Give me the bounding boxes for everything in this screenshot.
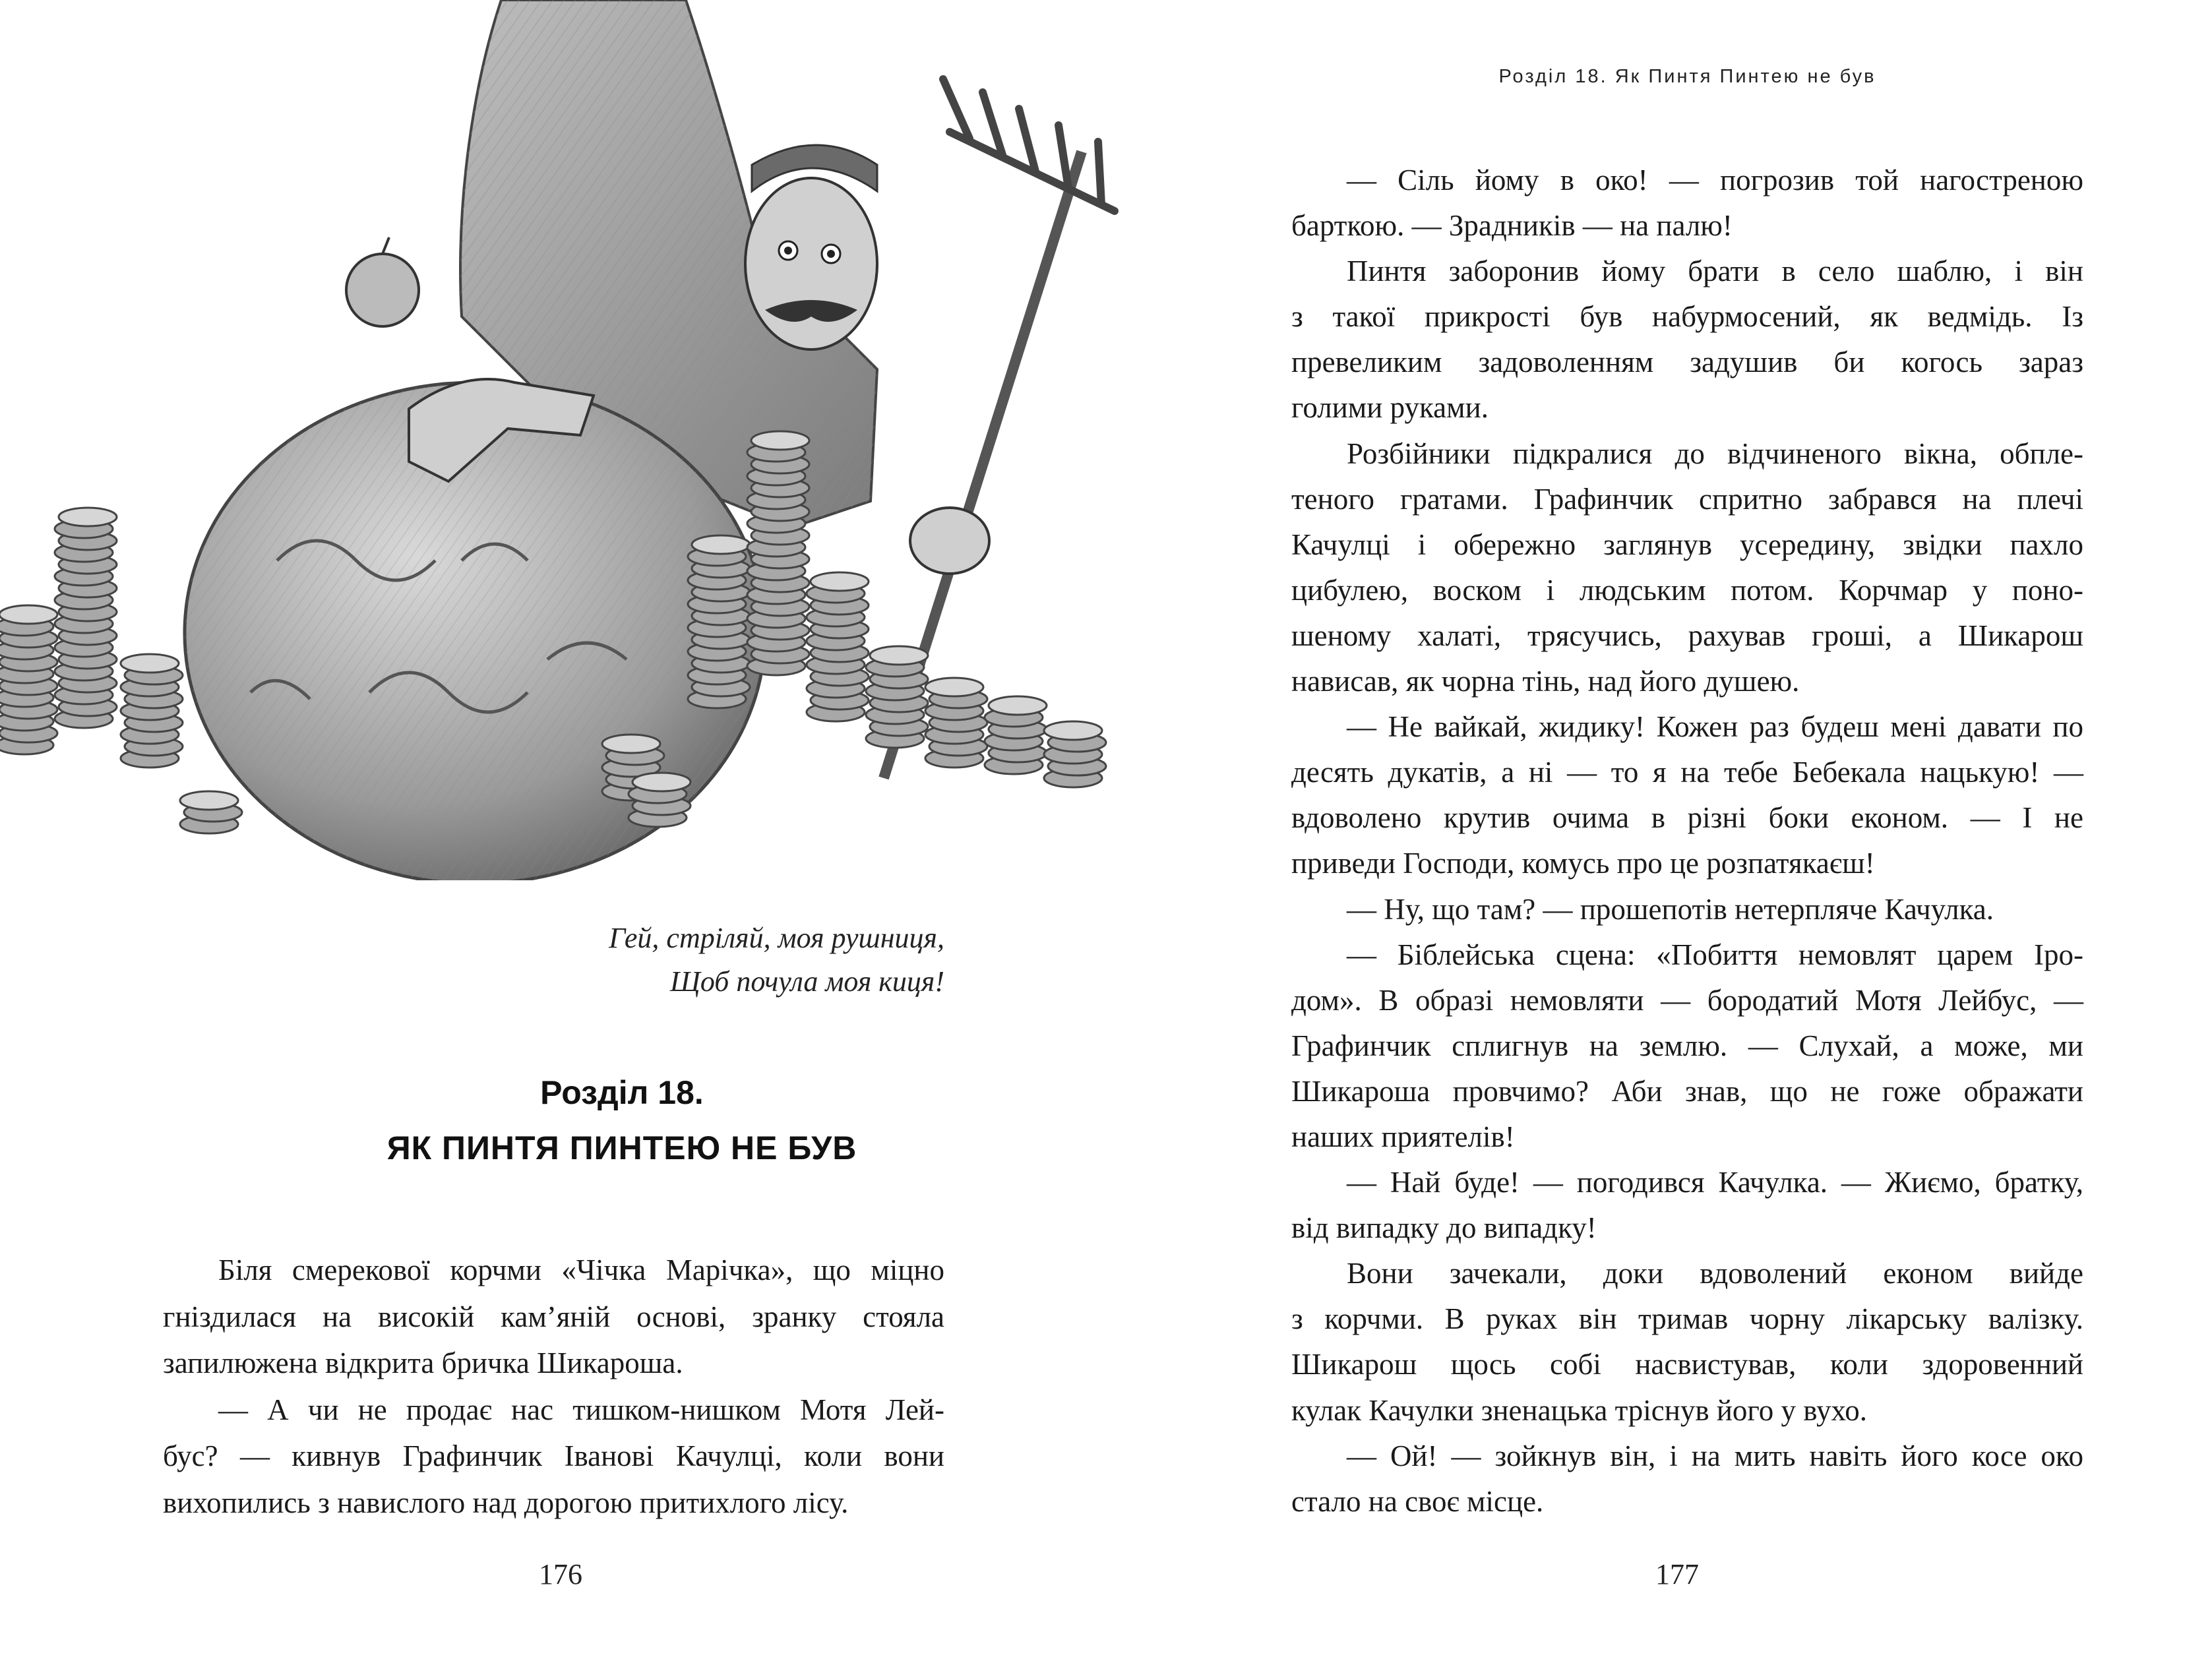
text-line: запилюжена відкрита бричка Шикароша. [163, 1346, 683, 1380]
text-line: Графинчик сплигнув на землю. — Слухай, а може, ми [1291, 1029, 2083, 1062]
text-line: нависав, як чорна тінь, над його душею. [1291, 665, 1800, 698]
coin [751, 431, 809, 450]
coin [989, 696, 1047, 715]
paragraph [1291, 1160, 2083, 1251]
coin-stack [747, 431, 809, 675]
chapter-heading [0, 1065, 1244, 1176]
paragraph [163, 1247, 944, 1387]
coin-stack [55, 508, 117, 728]
text-line: кулак Качулки зненацька тріснув його у вухо. [1291, 1393, 1868, 1427]
paragraph [1291, 932, 2083, 1160]
epigraph-line: Гей, стріляй, моя рушниця, [609, 922, 944, 954]
text-line: Розбійники підкралися до відчиненого вікна, обпле- [1347, 437, 2083, 470]
text-line: стало на своє місце. [1291, 1484, 1544, 1518]
text-line: барткою. — Зрадників — на палю! [1291, 209, 1733, 243]
text-line: бус? — кивнув Графинчик Іванові Качулці, коли вони [163, 1439, 944, 1473]
text-line: Пинтя заборонив йому брати в село шаблю, і він [1347, 255, 2083, 288]
coin [811, 572, 869, 591]
text-line: Качулці і обережно заглянув усередину, звідки пахло [1291, 528, 2083, 561]
text-line: — Ой! — зойкнув він, і на мить навіть його косе око [1347, 1439, 2083, 1472]
coin-stack [925, 678, 987, 768]
coin-stack [688, 535, 750, 708]
coin [0, 605, 57, 624]
paragraph [1291, 887, 2083, 932]
paragraph [1291, 158, 2083, 249]
text-line: гніздилася на високій кам’яній основі, зранку стояла [163, 1300, 944, 1333]
text-line: — Най буде! — погодився Качулка. — Жиємо, братку, [1347, 1166, 2083, 1199]
coin-stack [866, 646, 928, 748]
coin [925, 678, 983, 696]
coin [59, 508, 117, 526]
text-line: — Сіль йому в око! — погрозив той нагостреною [1347, 164, 2083, 196]
coin [121, 654, 179, 673]
paragraph [1291, 1433, 2083, 1524]
coin [180, 791, 238, 810]
coin-stack [807, 572, 869, 721]
page-number: 176 [539, 1558, 582, 1590]
coin-stack [0, 605, 57, 754]
text-line: десять дукатів, а ні — то я на тебе Бебекала нацькую! — [1291, 756, 2083, 789]
text-line: превеликим задоволенням задушив би когось зараз [1291, 346, 2083, 379]
text-line: — Не вайкай, жидику! Кожен раз будеш мені давати по [1347, 710, 2083, 744]
text-line: — А чи не продає нас тишком-нишком Мотя Лей- [218, 1393, 944, 1426]
right-body-text [1291, 158, 2083, 1524]
running-head: Розділ 18. Як Пинтя Пинтею не був [1498, 66, 1876, 87]
coin-stack [121, 654, 183, 768]
apple [346, 237, 419, 326]
text-line: наших приятелів! [1291, 1120, 1515, 1153]
text-line: з корчми. В руках він тримав чорну лікарську валізку. [1291, 1302, 2083, 1336]
text-line: від випадку до випадку! [1291, 1211, 1597, 1245]
text-line: Шикароша провчимо? Аби знав, що не гоже ображати [1291, 1074, 2083, 1108]
text-line: — Ну, що там? — прошепотів нетерпляче Качулка. [1347, 892, 1994, 926]
paragraph [1291, 249, 2083, 431]
paragraph [1291, 704, 2083, 886]
coin [1044, 721, 1102, 740]
coin [870, 646, 928, 665]
text-line: вихопились з навислого над дорогою притихлого лісу. [163, 1486, 849, 1519]
coin-stack [629, 773, 691, 827]
text-line: шеному халаті, трясучись, рахував гроші, а Шикарош [1291, 618, 2083, 652]
chapter-title: ЯК ПИНТЯ ПИНТЕЮ НЕ БУВ [386, 1130, 857, 1166]
paragraph [163, 1387, 944, 1526]
text-line: Біля смерекової корчми «Чічка Марічка», що міцно [218, 1253, 944, 1286]
text-line: дом». В образі немовляти — бородатий Мотя Лейбус, — [1291, 983, 2083, 1017]
epigraph [609, 917, 944, 1004]
text-line: вдоволено крутив очима в різні боки економ. — І не [1291, 801, 2083, 835]
text-line: Шикарош щось собі насвистував, коли здоровенний [1291, 1348, 2083, 1381]
coin [632, 773, 691, 791]
text-line: приведи Господи, комусь про це розпатякаєш! [1291, 847, 1875, 880]
right-page [1106, 0, 2212, 1659]
paragraph [1291, 1251, 2083, 1433]
coin [602, 735, 660, 753]
page-number: 177 [1655, 1558, 1699, 1590]
text-line: цибулею, воском і людським потом. Корчмар у поно- [1291, 573, 2083, 607]
paragraph [1291, 431, 2083, 705]
face [745, 145, 877, 349]
coin-stack [180, 791, 242, 833]
text-line: — Біблейська сцена: «Побиття немовлят царем Іро- [1347, 938, 2083, 971]
chapter-number: Розділ 18. [540, 1074, 704, 1111]
coin-stack [1044, 721, 1106, 787]
left-body-text [163, 1247, 944, 1526]
text-line: з такої прикрості був набурмосений, як ведмідь. Із [1291, 300, 2083, 334]
text-line: голими руками. [1291, 391, 1489, 425]
text-line: теного гратами. Графинчик спритно забрався на плечі [1291, 482, 2083, 516]
illustration-man-with-sack-and-coins [0, 0, 1121, 880]
coin-stack [985, 696, 1047, 774]
epigraph-line: Щоб почула моя киця! [669, 965, 944, 998]
coin [692, 535, 750, 554]
text-line: Вони зачекали, доки вдоволений економ вийде [1347, 1257, 2083, 1290]
